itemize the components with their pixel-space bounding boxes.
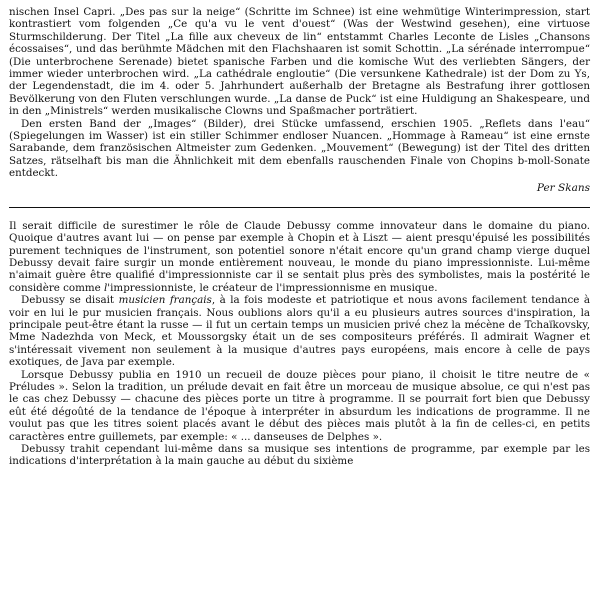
french-paragraph-1 <box>9 220 590 294</box>
french-paragraph-1-emphasis: l' <box>104 281 111 294</box>
french-paragraph-2-emphasis: musicien français <box>118 294 212 307</box>
french-paragraph-2 <box>9 294 590 368</box>
french-paragraph-2-rest: , à la fois modeste et patriotique et nous avons facilement tendance à voir en lui le pur musicien français. Nous oublions alors qu'il a eu plusieurs autres sources d'inspiration, la principale peut-être étant la russe — il fut un certain temps un musicien privé chez la mécène de Tchaïkovsky, Mme Nadezhda von Meck, et Moussorgsky était un de ses compositeurs préférés. Il admirait Wagner et s'intéressait vivement non seulement à la musique d'autres pays européens, mais encore à celle de pays exotiques, de Java par exemple. <box>9 294 590 369</box>
french-paragraph-2-start: Debussy se disait <box>21 294 119 307</box>
german-paragraph-2: Den ersten Band der „Images“ (Bilder), drei Stücke umfassend, erschien 1905. „Reflets dans l'eau“ (Spiegelungen im Wasser) ist ein stiller Schimmer endloser Nuancen. „Hommage à Rameau“ ist eine ernste Sarabande, dem französischen Altmeister zum Gedenken. „Mouvement“ (Bewegung) ist der Titel des dritten Satzes, rätselhaft bis man die Ähnlichkeit mit dem ebenfalls rauschenden Finale von Chopins b-moll-Sonate entdeckt. <box>9 117 590 180</box>
section-divider <box>9 207 590 208</box>
french-paragraph-1-end: impressionniste, le créateur de l'impressionnisme en musique. <box>110 281 438 294</box>
german-paragraph-1: nischen Insel Capri. „Des pas sur la neige“ (Schritte im Schnee) ist eine wehmütige Winterimpression, start kontrastiert vom folgenden „Ce qu'a vu le vent d'ouest“ (Was der Westwind gesehen), eine virtuose Sturmschilderung. Der Titel „La fille aux cheveux de lin“ entstammt Charles Leconte de Lisles „Chansons écossaises“, und das berühmte Mädchen mit den Flachshaaren ist somit Schottin. „La sérénade interrompue“ (Die unterbrochene Serenade) bietet spanische Farben und die komische Wut des verliebten Sängers, der immer wieder unterbrochen wird. „La cathédrale engloutie“ (Die versunkene Kathedrale) ist der Dom zu Ys, der Legendenstadt, die im 4. oder 5. Jahrhundert außerhalb der Bretagne als Bestrafung ihrer gottlosen Bevölkerung von den Fluten verschlungen wurde. „La danse de Puck“ ist eine Huldigung an Shakespeare, und in den „Ministrels“ werden musikalische Clowns und Spaßmacher porträtiert. <box>9 6 590 118</box>
french-paragraph-1-text: Il serait difficile de surestimer le rôle de Claude Debussy comme innovateur dans le domaine du piano. Quoique d'autres avant lui — on pense par exemple à Chopin et à Liszt — aient presqu'épuisé les possibilités purement techniques de l'instrument, son potentiel sonore n'était encore qu'un grand champ vierge duquel Debussy devait faire surgir un monde entièrement nouveau, le monde du piano impressionniste. Lui-même n'aimait guère être qualifié d'impressionniste car il se sentait plus près des symbolistes, mais la postérité le considère comme <box>9 219 590 294</box>
german-section <box>9 6 590 195</box>
french-paragraph-4: Debussy trahit cependant lui-même dans sa musique ses intentions de programme, par exemple par les indications d'interprétation à la main gauche au début du sixième <box>9 443 590 468</box>
french-section <box>9 220 590 468</box>
french-paragraph-3: Lorsque Debussy publia en 1910 un recueil de douze pièces pour piano, il choisit le titre neutre de « Préludes ». Selon la tradition, un prélude devait en fait être un morceau de musique absolue, ce qui n'est pas le cas chez Debussy — chacune des pièces porte un titre à programme. Il se pourrait fort bien que Debussy eût été dégoûté de la tendance de l'époque à interpréter in absurdum les indications de programme. Il ne voulut pas que les titres soient placés avant le début des pièces mais plutôt à la fin de celles-ci, en petits caractères entre guillemets, par exemple: « ... danseuses de Delphes ». <box>9 368 590 443</box>
author-signature: Per Skans <box>536 181 590 194</box>
